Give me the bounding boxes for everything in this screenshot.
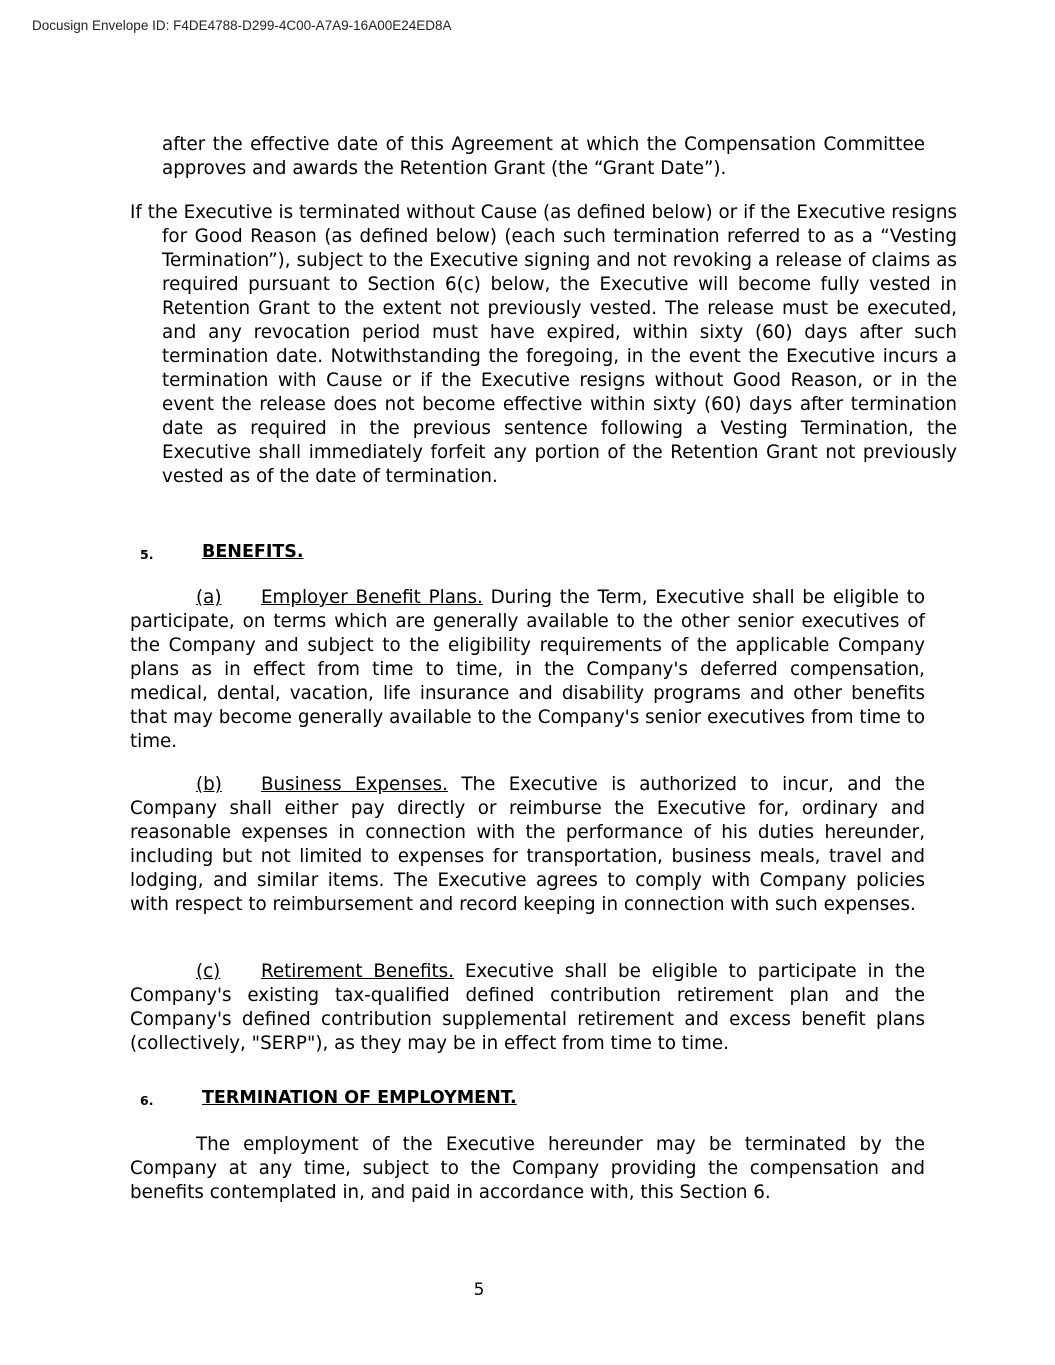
- item-a-heading: Employer Benefit Plans.: [261, 587, 483, 608]
- item-a-label: (a): [196, 587, 222, 608]
- section-5-title: BENEFITS.: [202, 542, 304, 562]
- benefit-item-a: [130, 586, 925, 754]
- benefit-item-c: [130, 960, 925, 1056]
- item-c-heading: Retirement Benefits.: [261, 961, 455, 982]
- item-c-label: (c): [196, 961, 221, 982]
- section-5-number: 5.: [140, 547, 154, 562]
- benefit-item-b: [130, 773, 925, 917]
- paragraph-grant-date: after the effective date of this Agreement at which the Compensation Committee approves and awards the Retention Grant (the “Grant Date”).: [162, 134, 925, 179]
- item-b-text: The Executive is authorized to incur, and the Company shall either pay directly or reimburse the Executive for, ordinary and reasonable expenses in connection with the performance of his duties hereunder, including but not limited to expenses for transportation, business meals, travel and lodging, and similar items. The Executive agrees to comply with Company policies with respect to reimbursement and record keeping in connection with such expenses.: [130, 774, 926, 915]
- item-a-text: During the Term, Executive shall be eligible to participate, on terms which are generally available to the other senior executives of the Company and subject to the eligibility requirements of the applicable Company plans as in effect from time to time, in the Company's deferred compensation, medical, dental, vacation, life insurance and disability programs and other benefits that may become generally available to the Company's senior executives from time to time.: [130, 587, 926, 752]
- item-c-text: Executive shall be eligible to participate in the Company's existing tax-qualified defined contribution retirement plan and the Company's defined contribution supplemental retirement and excess benefit plans (collectively, "SERP"), as they may be in effect from time to time.: [130, 961, 926, 1054]
- paragraph-termination: The employment of the Executive hereunder may be terminated by the Company at any time, subject to the Company providing the compensation and benefits contemplated in, and paid in accordance with, this Section 6.: [130, 1134, 925, 1203]
- page-number: 5: [473, 1280, 485, 1300]
- section-6-number: 6.: [140, 1093, 154, 1108]
- item-b-label: (b): [196, 774, 222, 795]
- docusign-envelope-id: Docusign Envelope ID: F4DE4788-D299-4C00-A7A9-16A00E24ED8A: [32, 18, 452, 33]
- section-6-title: TERMINATION OF EMPLOYMENT.: [202, 1088, 517, 1108]
- paragraph-vesting-termination: If the Executive is terminated without Cause (as defined below) or if the Executive resigns for Good Reason (as defined below) (each such termination referred to as a “Vesting Termination”), subject to the Executive signing and not revoking a release of claims as required pursuant to Section 6(c) below, the Executive will become fully vested in Retention Grant to the extent not previously vested. The release must be executed, and any revocation period must have expired, within sixty (60) days after such termination date. Notwithstanding the foregoing, in the event the Executive incurs a termination with Cause or if the Executive resigns without Good Reason, or in the event the release does not become effective within sixty (60) days after termination date as required in the previous sentence following a Vesting Termination, the Executive shall immediately forfeit any portion of the Retention Grant not previously vested as of the date of termination.: [130, 202, 957, 487]
- item-b-heading: Business Expenses.: [261, 774, 448, 795]
